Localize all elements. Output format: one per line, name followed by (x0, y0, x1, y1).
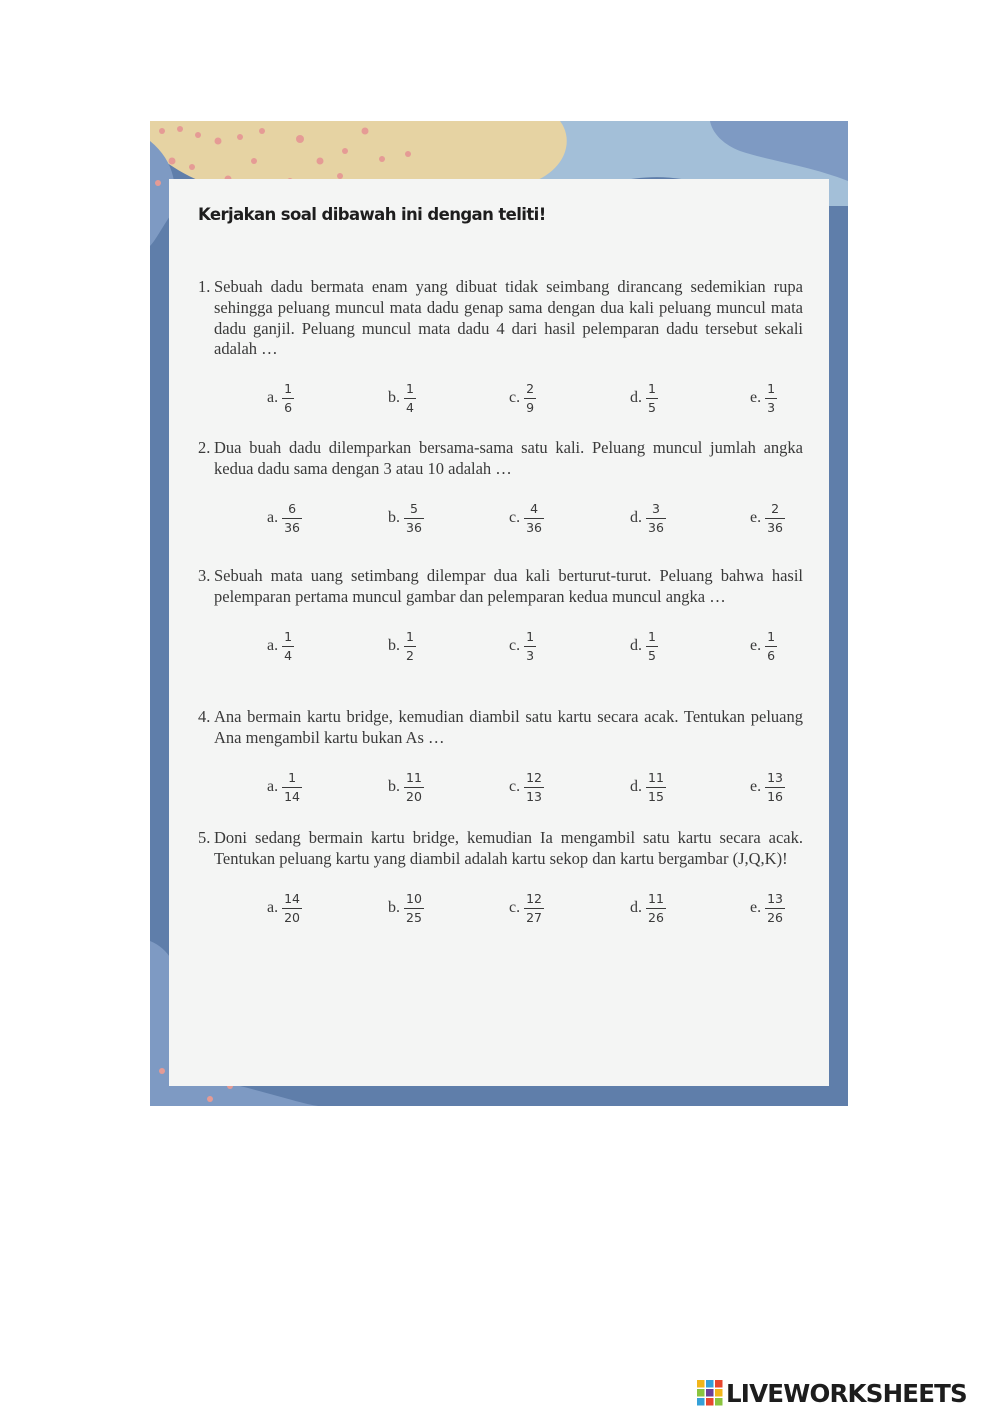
fraction-bar (524, 787, 544, 788)
option-fraction (404, 629, 416, 663)
answer-option-b[interactable] (388, 767, 424, 807)
fraction-denominator: 6 (767, 647, 776, 663)
fraction-numerator: 4 (530, 500, 539, 516)
answer-option-c[interactable] (509, 378, 536, 418)
fraction-denominator: 3 (767, 400, 776, 416)
question-text (198, 566, 803, 608)
fraction-denominator: 36 (526, 519, 543, 535)
question-body: Dua buah dadu dilemparkan bersama-sama satu kali. Peluang muncul jumlah angka kedua dadu sama dengan 3 atau 10 adalah … (214, 438, 803, 478)
option-label: b. (388, 898, 400, 916)
question-4 (198, 707, 803, 807)
question-number: 2. (198, 438, 211, 457)
option-label: c. (509, 636, 521, 654)
option-fraction (282, 501, 302, 535)
option-label: b. (388, 636, 400, 654)
question-text (198, 707, 803, 749)
option-fraction (404, 501, 424, 535)
option-fraction (282, 629, 294, 663)
fraction-denominator: 13 (526, 788, 543, 804)
fraction-denominator: 4 (406, 400, 414, 416)
fraction-numerator: 12 (526, 890, 543, 906)
question-number: 1. (198, 277, 211, 296)
option-label: a. (267, 508, 279, 526)
answer-option-e[interactable] (750, 378, 777, 418)
option-label: e. (750, 777, 762, 795)
answer-option-b[interactable] (388, 888, 424, 928)
option-label: b. (388, 389, 400, 407)
fraction-denominator: 5 (648, 647, 656, 663)
worksheet-title: Kerjakan soal dibawah ini dengan teliti! (198, 205, 546, 224)
fraction-bar (282, 646, 294, 647)
fraction-bar (282, 398, 294, 399)
question-1 (198, 277, 803, 418)
option-fraction (404, 770, 424, 804)
option-fraction (524, 381, 536, 415)
answer-option-d[interactable] (630, 767, 666, 807)
option-label: c. (509, 508, 521, 526)
answer-options (198, 626, 803, 666)
fraction-bar (646, 646, 658, 647)
question-number: 4. (198, 707, 211, 726)
fraction-numerator: 1 (406, 628, 414, 644)
fraction-numerator: 11 (648, 890, 664, 906)
answer-option-b[interactable] (388, 498, 424, 538)
fraction-numerator: 1 (526, 628, 535, 644)
option-fraction (524, 891, 544, 925)
fraction-bar (646, 908, 666, 909)
fraction-denominator: 16 (767, 788, 784, 804)
answer-option-a[interactable] (267, 498, 302, 538)
option-label: b. (388, 508, 400, 526)
answer-option-d[interactable] (630, 498, 666, 538)
option-label: d. (630, 777, 642, 795)
option-fraction (524, 770, 544, 804)
fraction-bar (282, 908, 302, 909)
fraction-bar (524, 646, 536, 647)
option-label: a. (267, 636, 279, 654)
option-fraction (646, 381, 658, 415)
option-fraction (404, 381, 416, 415)
fraction-bar (282, 787, 302, 788)
option-label: c. (509, 389, 521, 407)
answer-option-c[interactable] (509, 498, 544, 538)
option-label: c. (509, 777, 521, 795)
question-3 (198, 566, 803, 666)
option-fraction (404, 891, 424, 925)
answer-option-e[interactable] (750, 498, 785, 538)
fraction-numerator: 1 (648, 381, 656, 397)
answer-option-e[interactable] (750, 767, 785, 807)
answer-option-a[interactable] (267, 626, 294, 666)
option-fraction (646, 501, 666, 535)
option-label: d. (630, 898, 642, 916)
fraction-numerator: 10 (406, 890, 422, 906)
option-fraction (765, 501, 785, 535)
question-5 (198, 828, 803, 928)
answer-option-c[interactable] (509, 626, 536, 666)
fraction-denominator: 9 (526, 400, 535, 416)
fraction-denominator: 36 (648, 519, 664, 535)
fraction-numerator: 1 (288, 769, 297, 785)
fraction-bar (646, 787, 666, 788)
question-text (198, 277, 803, 360)
option-label: a. (267, 898, 279, 916)
fraction-bar (765, 646, 777, 647)
fraction-bar (765, 908, 785, 909)
option-fraction (646, 770, 666, 804)
option-fraction (646, 891, 666, 925)
fraction-bar (404, 908, 424, 909)
option-fraction (765, 891, 785, 925)
fraction-numerator: 2 (526, 381, 535, 397)
fraction-numerator: 13 (767, 769, 784, 785)
answer-option-a[interactable] (267, 888, 302, 928)
fraction-numerator: 14 (284, 890, 301, 906)
fraction-denominator: 6 (284, 400, 293, 416)
fraction-numerator: 3 (651, 500, 660, 516)
fraction-bar (646, 398, 658, 399)
answer-options (198, 378, 803, 418)
fraction-bar (524, 908, 544, 909)
fraction-numerator: 1 (767, 628, 776, 644)
question-text (198, 828, 803, 870)
answer-option-b[interactable] (388, 626, 416, 666)
question-body: Sebuah mata uang setimbang dilempar dua kali berturut-turut. Peluang bahwa hasil pelemparan pertama muncul gambar dan pelemparan kedua muncul angka … (214, 566, 803, 606)
fraction-bar (765, 518, 785, 519)
fraction-denominator: 20 (406, 788, 422, 804)
answer-options (198, 767, 803, 807)
option-label: e. (750, 898, 762, 916)
fraction-denominator: 36 (284, 519, 301, 535)
question-number: 3. (198, 566, 211, 585)
fraction-bar (524, 398, 536, 399)
fraction-numerator: 5 (409, 500, 418, 516)
fraction-numerator: 1 (284, 381, 293, 397)
fraction-denominator: 36 (406, 519, 422, 535)
fraction-bar (404, 646, 416, 647)
fraction-bar (404, 518, 424, 519)
fraction-bar (646, 518, 666, 519)
answer-option-c[interactable] (509, 767, 544, 807)
question-body: Sebuah dadu bermata enam yang dibuat tidak seimbang dirancang sedemikian rupa sehingga peluang muncul mata dadu genap sama dengan dua kali peluang muncul mata dadu ganjil. Peluang muncul mata dadu 4 dari hasil pelemparan dadu tersebut sekali adalah … (214, 277, 803, 359)
option-label: e. (750, 508, 762, 526)
fraction-denominator: 26 (648, 909, 664, 925)
question-body: Doni sedang bermain kartu bridge, kemudian Ia mengambil satu kartu secara acak. Tentukan peluang kartu yang diambil adalah kartu sekop dan kartu bergambar (J,Q,K)! (214, 828, 803, 868)
option-label: d. (630, 508, 642, 526)
fraction-denominator: 5 (648, 400, 656, 416)
question-text (198, 438, 803, 480)
question-2 (198, 438, 803, 538)
option-fraction (282, 891, 302, 925)
answer-option-c[interactable] (509, 888, 544, 928)
answer-option-a[interactable] (267, 378, 294, 418)
fraction-bar (404, 398, 416, 399)
option-label: d. (630, 389, 642, 407)
fraction-denominator: 15 (648, 788, 664, 804)
option-fraction (765, 629, 777, 663)
option-fraction (282, 770, 302, 804)
fraction-numerator: 1 (284, 628, 293, 644)
option-fraction (524, 629, 536, 663)
option-label: b. (388, 777, 400, 795)
fraction-numerator: 12 (526, 769, 543, 785)
fraction-numerator: 1 (406, 381, 414, 397)
question-number: 5. (198, 828, 211, 847)
fraction-bar (765, 787, 785, 788)
question-body: Ana bermain kartu bridge, kemudian diambil satu kartu secara acak. Tentukan peluang Ana mengambil kartu bukan As … (214, 707, 803, 747)
option-label: a. (267, 777, 279, 795)
fraction-bar (282, 518, 302, 519)
liveworksheets-logo (697, 1378, 967, 1408)
answer-option-e[interactable] (750, 888, 785, 928)
answer-options (198, 498, 803, 538)
fraction-numerator: 6 (288, 500, 297, 516)
option-fraction (646, 629, 658, 663)
fraction-denominator: 27 (526, 909, 543, 925)
fraction-bar (524, 518, 544, 519)
fraction-denominator: 2 (406, 647, 414, 663)
fraction-numerator: 2 (771, 500, 780, 516)
worksheet-card (150, 121, 848, 1106)
fraction-bar (765, 398, 777, 399)
fraction-denominator: 26 (767, 909, 784, 925)
answer-option-d[interactable] (630, 378, 658, 418)
fraction-numerator: 11 (648, 769, 664, 785)
worksheet-paper (169, 179, 829, 1086)
option-label: e. (750, 636, 762, 654)
liveworksheets-wordmark: LIVEWORKSHEETS (726, 1378, 967, 1408)
fraction-denominator: 36 (767, 519, 784, 535)
answer-options (198, 888, 803, 928)
answer-option-e[interactable] (750, 626, 777, 666)
fraction-numerator: 13 (767, 890, 784, 906)
answer-option-b[interactable] (388, 378, 416, 418)
fraction-numerator: 1 (648, 628, 656, 644)
option-fraction (765, 770, 785, 804)
fraction-denominator: 20 (284, 909, 301, 925)
answer-option-a[interactable] (267, 767, 302, 807)
fraction-denominator: 4 (284, 647, 293, 663)
answer-option-d[interactable] (630, 626, 658, 666)
fraction-denominator: 25 (406, 909, 422, 925)
option-fraction (282, 381, 294, 415)
fraction-numerator: 11 (406, 769, 422, 785)
fraction-denominator: 14 (284, 788, 301, 804)
option-fraction (765, 381, 777, 415)
liveworksheets-icon (697, 1380, 723, 1406)
option-label: e. (750, 389, 762, 407)
option-label: c. (509, 898, 521, 916)
option-fraction (524, 501, 544, 535)
fraction-bar (404, 787, 424, 788)
option-label: a. (267, 389, 279, 407)
fraction-denominator: 3 (526, 647, 535, 663)
fraction-numerator: 1 (767, 381, 776, 397)
option-label: d. (630, 636, 642, 654)
answer-option-d[interactable] (630, 888, 666, 928)
